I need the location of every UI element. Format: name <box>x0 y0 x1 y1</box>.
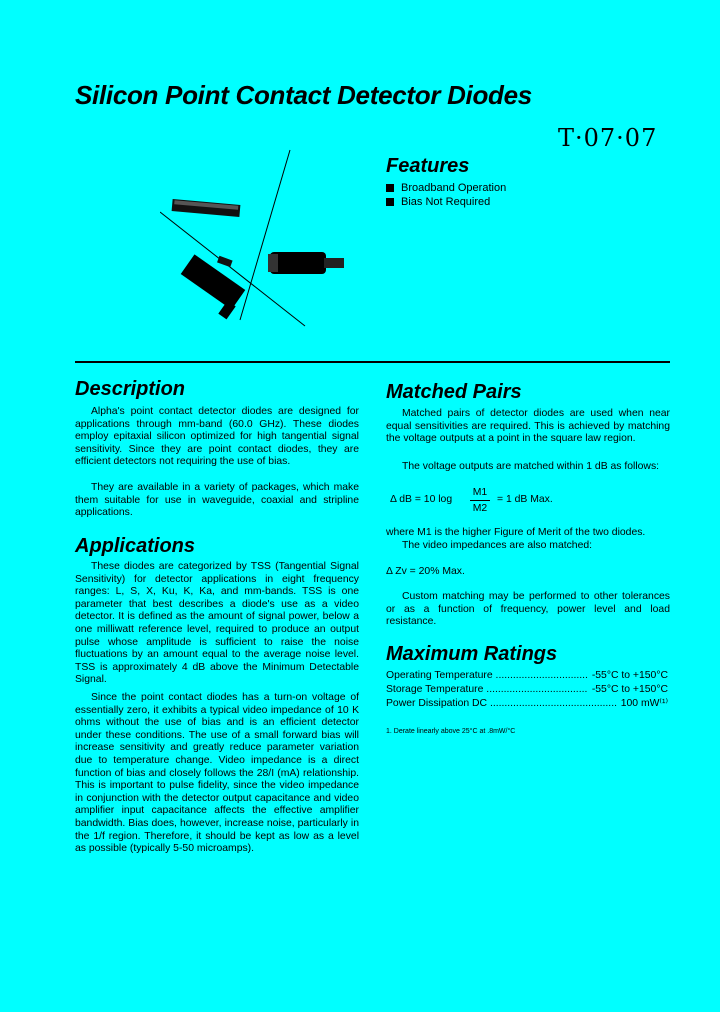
applications-heading: Applications <box>75 535 196 557</box>
small-pill-package <box>217 256 233 267</box>
handwritten-mark: T·07·07 <box>558 124 658 152</box>
fraction-numerator: M1 <box>472 487 488 498</box>
equation-fraction <box>470 487 490 514</box>
features-list <box>386 181 506 209</box>
ratings-row <box>386 697 668 711</box>
applications-paragraph-2: Since the point contact diodes has a turn-on voltage of essentially zero, it exhibits a typical video impedance of 10 K ohms without the use of bias and is an efficient detector under these conditions. The use of a small forward bias will increase sensitivity and greatly reduce parameter variation due to temperature change. Video impedance is a direct function of bias and closely follows the 28/I (mA) relationship. This is important to pulse fidelity, since the video impedance in conjunction with the detector output capacitance and video amplifier input capacitance affects the effective amplifier bandwidth. Bias does, however, increase noise, particularly in the 1/f region. Therefore, it should be kept as low as a level as possible (typically 5-50 microamps). <box>75 692 359 855</box>
description-paragraph-2: They are available in a variety of packages, which make them suitable for use in waveguide, coaxial and stripline applications. <box>75 482 359 519</box>
feature-label: Bias Not Required <box>401 196 491 208</box>
matched-pairs-paragraph-2: The voltage outputs are matched within 1 dB as follows: <box>402 461 660 472</box>
stripline-package <box>172 199 241 217</box>
coaxial-package <box>181 254 246 319</box>
description-heading: Description <box>75 378 186 400</box>
rating-label: Storage Temperature ..... <box>386 683 588 697</box>
description-paragraph-1: Alpha's point contact detector diodes are designed for applications through mm-band (60.0 GHz). These diodes employ epitaxial silicon optimized for high tangential signal sensitivity. Since they are point contact diodes, they are efficient detectors not requiring the use of bias. <box>75 406 359 468</box>
features-heading: Features <box>386 155 470 177</box>
matched-pairs-paragraph-3: where M1 is the higher Figure of Merit of the two diodes. <box>386 527 646 538</box>
rating-value: -55°C to +150°C <box>591 670 668 681</box>
feature-item <box>386 195 506 209</box>
section-divider <box>75 361 670 363</box>
diode-packages-illustration <box>160 140 370 330</box>
matched-pairs-heading: Matched Pairs <box>386 381 522 403</box>
ratings-table <box>386 669 668 711</box>
maximum-ratings-heading: Maximum Ratings <box>386 643 558 665</box>
feature-item <box>386 181 506 195</box>
matched-pairs-paragraph-5: Custom matching may be performed to other tolerances or as a function of frequency, power level and load resistance. <box>386 591 670 628</box>
ratings-row <box>386 669 668 683</box>
matched-pairs-paragraph-4: The video impedances are also matched: <box>402 540 593 551</box>
rating-label: Power Dissipation DC ..... <box>386 697 617 711</box>
applications-paragraph-1: These diodes are categorized by TSS (Tangential Signal Sensitivity) for detector applications in eight frequency ranges: L, S, X, Ku, K, Ka, and mm-bands. TSS is one parameter that best describes a diode's use as a video detector. It is defined as the amount of signal power, below a one milliwatt reference level, required to produce an output pulse whose amplitude is sufficient to raise the noise fluctuations by an amount equal to the average noise level. TSS is approximately 4 dB above the Minimum Detectable Signal. <box>75 561 359 686</box>
equation-impedance: Δ Zv = 20% Max. <box>386 566 465 577</box>
equation-db-right: = 1 dB Max. <box>497 494 553 505</box>
ratings-row <box>386 683 668 697</box>
equation-db-left: Δ dB = 10 log <box>390 494 453 505</box>
cartridge-package <box>268 252 344 274</box>
matched-pairs-paragraph-1: Matched pairs of detector diodes are used when near equal sensitivities are required. This is achieved by matching the voltage outputs at a point in the square law region. <box>386 408 670 445</box>
bullet-square-icon <box>386 184 394 192</box>
rating-value: -55°C to +150°C <box>591 684 668 695</box>
fraction-bar <box>470 500 490 501</box>
fraction-denominator: M2 <box>472 503 488 514</box>
feature-label: Broadband Operation <box>401 182 507 194</box>
bullet-square-icon <box>386 198 394 206</box>
rating-label: Operating Temperature ..... <box>386 669 588 683</box>
page-title: Silicon Point Contact Detector Diodes <box>75 80 532 110</box>
rating-value: 100 mW⁽¹⁾ <box>620 698 668 709</box>
ratings-footnote: 1. Derate linearly above 25°C at .8mW/°C <box>386 728 516 735</box>
